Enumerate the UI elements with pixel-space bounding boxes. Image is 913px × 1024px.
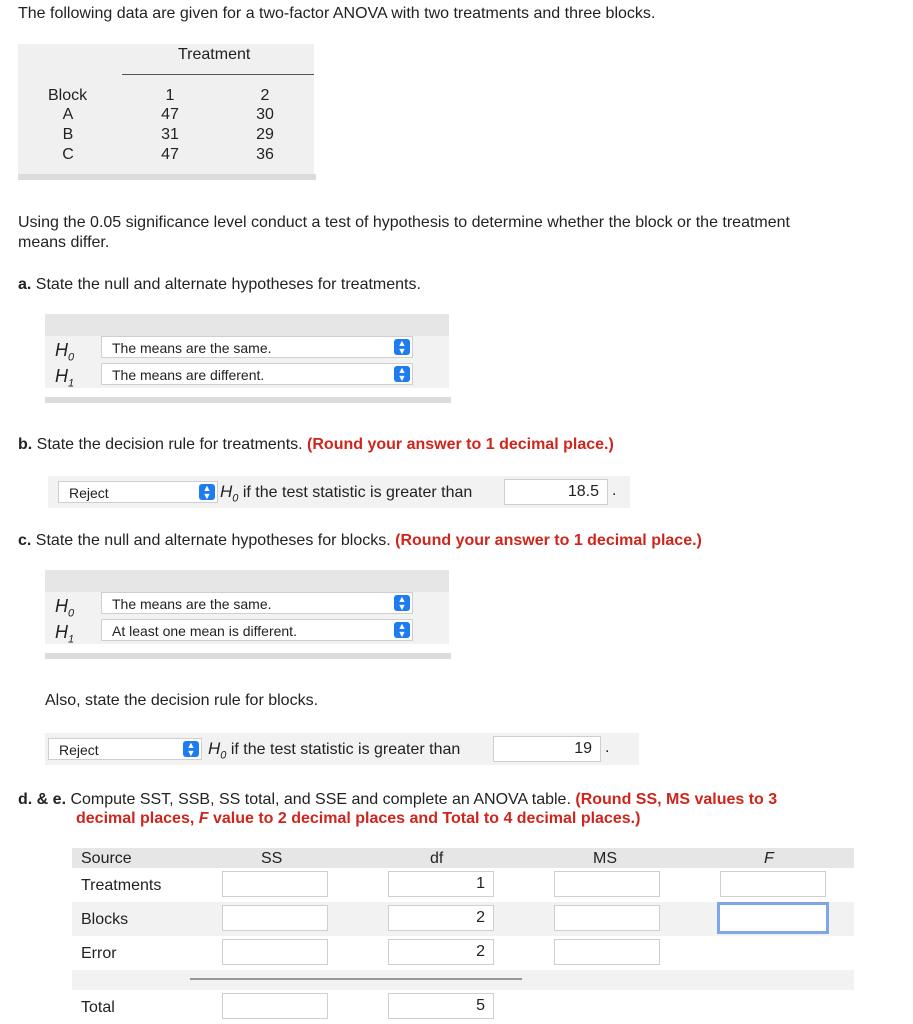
chevron-updown-icon: ▲ ▼: [183, 741, 199, 757]
h1-label: $H_1$: [55, 366, 75, 390]
chevron-updown-icon: ▲ ▼: [394, 595, 410, 611]
part-b-rule-row: [48, 476, 630, 508]
header-source: Source: [81, 850, 132, 867]
part-c-box-bottom: [45, 653, 451, 659]
reject-select[interactable]: Reject ▲ ▼: [58, 481, 218, 503]
ss-input-treatments[interactable]: [222, 871, 328, 897]
critical-value-input[interactable]: 18.5: [504, 479, 608, 505]
reject-select[interactable]: Reject ▲ ▼: [48, 738, 202, 760]
row-label-treatments: Treatments: [81, 877, 162, 894]
table-cell: 47: [161, 106, 179, 123]
rule-text: $H_0$ if the test statistic is greater than: [208, 739, 461, 762]
part-de-note-line2: decimal places, F value to 2 decimal places and Total to 4 decimal places.): [76, 810, 641, 827]
h0-select[interactable]: The means are the same. ▲ ▼: [101, 336, 413, 358]
chevron-updown-icon: ▲ ▼: [394, 622, 410, 638]
part-de-text: Compute SST, SSB, SS total, and SSE and complete an ANOVA table.: [70, 791, 571, 808]
part-de-heading: [18, 790, 898, 810]
part-b-text: State the decision rule for treatments.: [36, 436, 303, 453]
chevron-updown-icon: ▲ ▼: [394, 339, 410, 355]
ms-input-blocks[interactable]: [554, 905, 660, 931]
part-de-label: d. & e.: [18, 791, 67, 808]
h0-select[interactable]: The means are the same. ▲ ▼: [101, 592, 413, 614]
table-cell: 47: [161, 146, 179, 163]
chevron-updown-icon: ▲ ▼: [199, 484, 215, 500]
part-c-box: [45, 592, 449, 644]
data-table: [18, 44, 314, 174]
df-input-error[interactable]: 2: [388, 939, 494, 965]
part-a-text: State the null and alternate hypotheses for treatments.: [35, 276, 421, 293]
treat-col-2: 2: [260, 87, 270, 104]
row-label-total: Total: [81, 999, 115, 1016]
ss-input-error[interactable]: [222, 939, 328, 965]
total-separator-bg: [72, 970, 854, 990]
part-c-rule-row: [45, 733, 639, 765]
part-a-box: [45, 336, 449, 388]
row-label-error: Error: [81, 945, 117, 962]
df-input-total[interactable]: 5: [388, 993, 494, 1019]
table-bottom-bar: [18, 174, 316, 180]
ms-input-treatments[interactable]: [554, 871, 660, 897]
chevron-updown-icon: ▲ ▼: [394, 366, 410, 382]
h0-label: $H_0$: [55, 340, 75, 364]
period: .: [612, 482, 617, 499]
ss-input-blocks[interactable]: [222, 905, 328, 931]
df-input-treatments[interactable]: 1: [388, 871, 494, 897]
part-de-note-line1: (Round SS, MS values to 3: [575, 791, 778, 808]
h1-select[interactable]: The means are different. ▲ ▼: [101, 363, 413, 385]
part-c-heading: [18, 532, 702, 550]
part-b-label: b.: [18, 436, 33, 453]
ss-input-total[interactable]: [222, 993, 328, 1019]
part-c-box-top: [45, 570, 449, 592]
anova-header-row: [72, 848, 854, 868]
block-label: A: [62, 106, 74, 123]
block-label: B: [62, 126, 74, 143]
part-b-heading: [18, 436, 614, 454]
part-c-label: c.: [18, 532, 32, 549]
period: .: [605, 739, 610, 756]
part-a-heading: [18, 276, 421, 294]
intro-text: The following data are given for a two-factor ANOVA with two treatments and three blocks.: [18, 5, 656, 22]
header-ss: SS: [261, 850, 283, 867]
block-label: C: [62, 146, 74, 163]
part-a-label: a.: [18, 276, 32, 293]
h1-label: $H_1$: [55, 622, 75, 646]
instruction-text: Using the 0.05 significance level conduct a test of hypothesis to determine whether the block or the treatment means differ.: [18, 214, 790, 251]
f-input-treatments[interactable]: [720, 871, 826, 897]
part-c-text: State the null and alternate hypotheses for blocks.: [35, 532, 391, 549]
row-label-blocks: Blocks: [81, 911, 129, 928]
treatment-rule: [122, 74, 314, 75]
part-b-note: (Round your answer to 1 decimal place.): [307, 436, 614, 453]
header-ms: MS: [593, 850, 617, 867]
header-df: df: [430, 850, 444, 867]
total-separator-line: [190, 978, 522, 980]
ms-input-error[interactable]: [554, 939, 660, 965]
treat-col-1: 1: [165, 87, 175, 104]
header-f: F: [764, 850, 774, 867]
block-header: Block: [48, 87, 88, 104]
table-cell: 36: [256, 146, 274, 163]
part-a-box-bottom: [45, 397, 451, 403]
table-cell: 31: [161, 126, 179, 143]
df-input-blocks[interactable]: 2: [388, 905, 494, 931]
h0-label: $H_0$: [55, 596, 75, 620]
treatment-header: Treatment: [178, 46, 251, 63]
also-text: Also, state the decision rule for blocks.: [45, 692, 319, 709]
part-c-note: (Round your answer to 1 decimal place.): [395, 532, 702, 549]
f-input-blocks[interactable]: [717, 902, 829, 934]
rule-text: $H_0$ if the test statistic is greater than: [220, 482, 473, 505]
critical-value-input[interactable]: 19: [493, 736, 601, 762]
h1-select[interactable]: At least one mean is different. ▲ ▼: [101, 619, 413, 641]
table-cell: 30: [256, 106, 274, 123]
part-a-box-top: [45, 314, 449, 336]
table-cell: 29: [256, 126, 274, 143]
